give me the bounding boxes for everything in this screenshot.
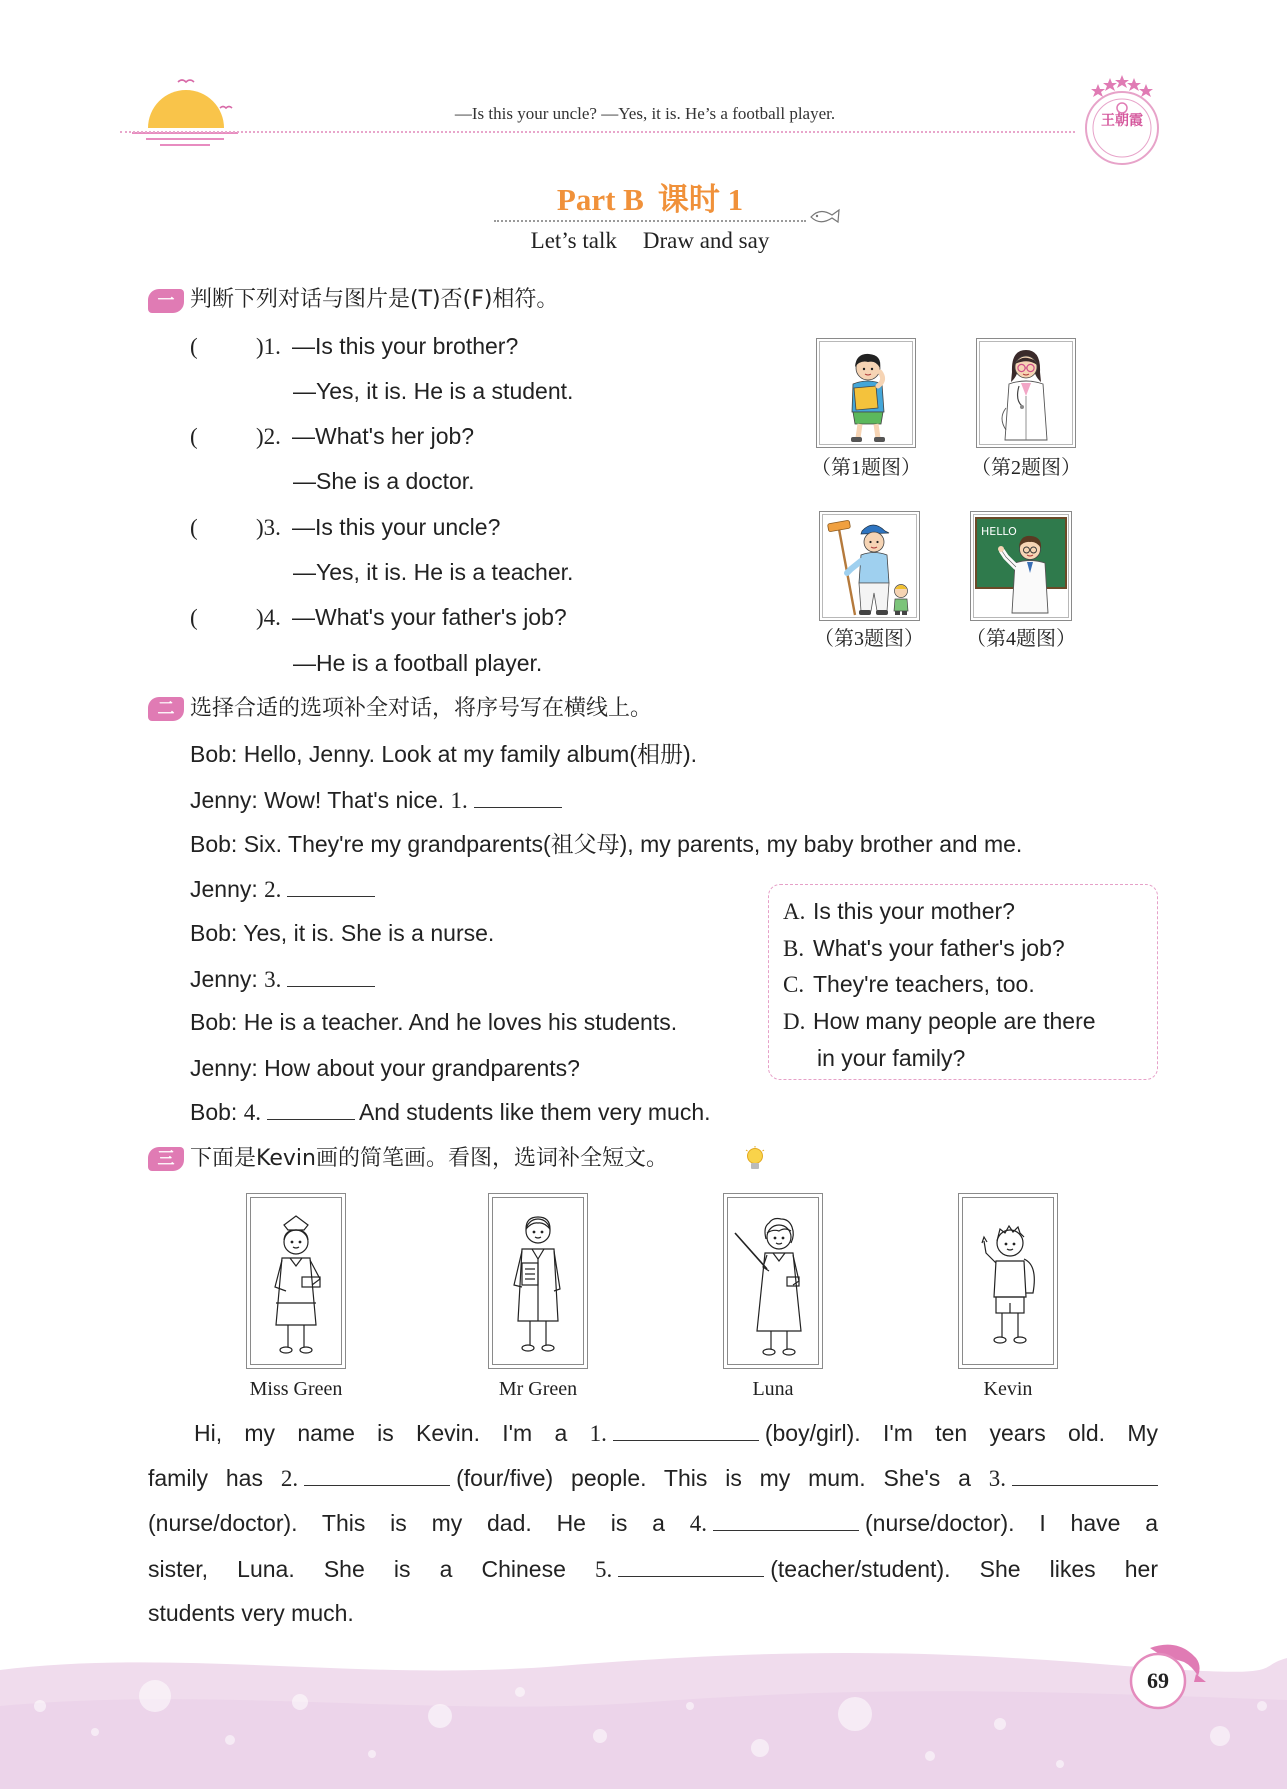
answer-blank-2 — [287, 876, 375, 897]
q1-question: —Is this your brother? — [292, 333, 519, 359]
title-dotted-rule — [494, 220, 806, 222]
answer-blank-1 — [474, 787, 562, 808]
passage-blank-2 — [304, 1465, 450, 1486]
picture-2-doctor — [976, 338, 1076, 448]
option-b: B. What's your father's job? — [783, 935, 1065, 961]
caption-mr-green: Mr Green — [498, 1378, 578, 1400]
subtitle-draw-and-say: Draw and say — [642, 228, 770, 253]
caption-miss-green: Miss Green — [249, 1378, 343, 1400]
q2-answer: —She is a doctor. — [293, 468, 475, 494]
caption-luna: Luna — [752, 1378, 794, 1400]
q4-answer: —He is a football player. — [293, 650, 543, 676]
picture-4-caption: （第4题图） — [966, 628, 1076, 650]
drawing-miss-green-nurse — [246, 1193, 346, 1369]
title-lesson: 课时 1 — [657, 182, 744, 217]
options-box — [768, 884, 1158, 1080]
q2-question-row — [190, 421, 474, 451]
title-part: Part B — [556, 182, 644, 217]
answer-paren-close: )2. — [256, 424, 281, 449]
page-subtitle — [400, 226, 900, 256]
dialogue-line-7: Bob: He is a teacher. And he loves his students. — [190, 1009, 678, 1035]
publisher-logo-text: 王朝霞 — [1101, 113, 1143, 129]
picture-4-teacher — [970, 511, 1072, 621]
section2-instruction: 选择合适的选项补全对话，将序号写在横线上。 — [190, 696, 653, 721]
answer-blank-4 — [267, 1099, 355, 1120]
section3-badge: 三 — [148, 1147, 184, 1171]
picture-3-caption: （第3题图） — [814, 628, 924, 650]
option-c: C. They're teachers, too. — [783, 971, 1035, 997]
answer-paren-open: ( — [190, 605, 198, 630]
subtitle-lets-talk: Let’s talk — [530, 228, 617, 253]
q4-question: —What's your father's job? — [292, 604, 567, 630]
dialogue-line-4: Jenny: 2. — [190, 874, 379, 904]
running-title: —Is this your uncle? —Yes, it is. He’s a football player. — [454, 104, 836, 123]
drawing-mr-green-doctor — [488, 1193, 588, 1369]
q4-question-row — [190, 602, 567, 632]
answer-blank-3 — [287, 966, 375, 987]
passage-blank-4 — [713, 1510, 859, 1531]
section1-instruction: 判断下列对话与图片是(T)否(F)相符。 — [190, 287, 559, 312]
dialogue-line-9: Bob: 4. And students like them very much. — [190, 1099, 711, 1125]
sun-icon — [120, 72, 250, 152]
option-d: D. How many people are there — [783, 1008, 1096, 1034]
dialogue-line-1: Bob: Hello, Jenny. Look at my family album(相册). — [190, 741, 698, 767]
dialogue-line-2: Jenny: Wow! That's nice. 1. — [190, 785, 566, 815]
dialogue-line-5: Bob: Yes, it is. She is a nurse. — [190, 920, 495, 946]
section1-badge: 一 — [148, 289, 184, 313]
caption-kevin: Kevin — [983, 1378, 1033, 1400]
passage-line-3: (nurse/doctor). This is my dad. He is a 4. (nurse/doctor). I have a — [148, 1510, 1158, 1536]
section3-instruction: 下面是Kevin画的简笔画。看图，选词补全短文。 — [190, 1146, 668, 1171]
footer-wave-decoration — [0, 1636, 1287, 1789]
picture-1-boy — [816, 338, 916, 448]
answer-paren-close: )3. — [256, 515, 281, 540]
q3-question: —Is this your uncle? — [292, 514, 501, 540]
page-number: 69 — [1147, 1668, 1169, 1693]
section2-badge: 二 — [148, 697, 184, 721]
passage-blank-5 — [618, 1556, 764, 1577]
dialogue-line-3: Bob: Six. They're my grandparents(祖父母), my parents, my baby brother and me. — [190, 831, 1023, 857]
option-a: A. Is this your mother? — [783, 898, 1015, 924]
child-figure — [894, 585, 908, 616]
passage-line-5: students very much. — [148, 1600, 354, 1626]
option-d-continued: in your family? — [817, 1045, 966, 1071]
blackboard-text: HELLO — [981, 525, 1017, 538]
q3-answer: —Yes, it is. He is a teacher. — [293, 559, 574, 585]
answer-paren-open: ( — [190, 515, 198, 540]
drawing-luna-teacher — [723, 1193, 823, 1369]
dialogue-line-6: Jenny: 3. — [190, 964, 379, 994]
answer-paren-open: ( — [190, 334, 198, 359]
q1-question-row — [190, 331, 518, 361]
passage-line-2: family has 2. (four/five) people. This is my mum. She's a 3. — [148, 1462, 1158, 1494]
answer-paren-open: ( — [190, 424, 198, 449]
picture-1-caption: （第1题图） — [811, 457, 921, 479]
fish-icon — [808, 205, 842, 227]
picture-2-caption: （第2题图） — [971, 457, 1081, 479]
picture-3-uncle — [819, 511, 920, 621]
lightbulb-icon — [744, 1146, 766, 1174]
passage-line-1: Hi, my name is Kevin. I'm a 1. (boy/girl). I'm ten years old. My — [194, 1420, 1159, 1446]
q1-answer: —Yes, it is. He is a student. — [293, 378, 574, 404]
header-dotted-rule — [120, 131, 1075, 133]
q2-question: —What's her job? — [292, 423, 475, 449]
drawing-kevin-boy — [958, 1193, 1058, 1369]
answer-paren-close: )1. — [256, 334, 281, 359]
passage-blank-3 — [1012, 1465, 1158, 1486]
passage-line-4: sister, Luna. She is a Chinese 5. (teacher/student). She likes her — [148, 1556, 1158, 1582]
passage-blank-1 — [613, 1420, 759, 1441]
dialogue-line-8: Jenny: How about your grandparents? — [190, 1055, 580, 1081]
q3-question-row — [190, 512, 500, 542]
answer-paren-close: )4. — [256, 605, 281, 630]
